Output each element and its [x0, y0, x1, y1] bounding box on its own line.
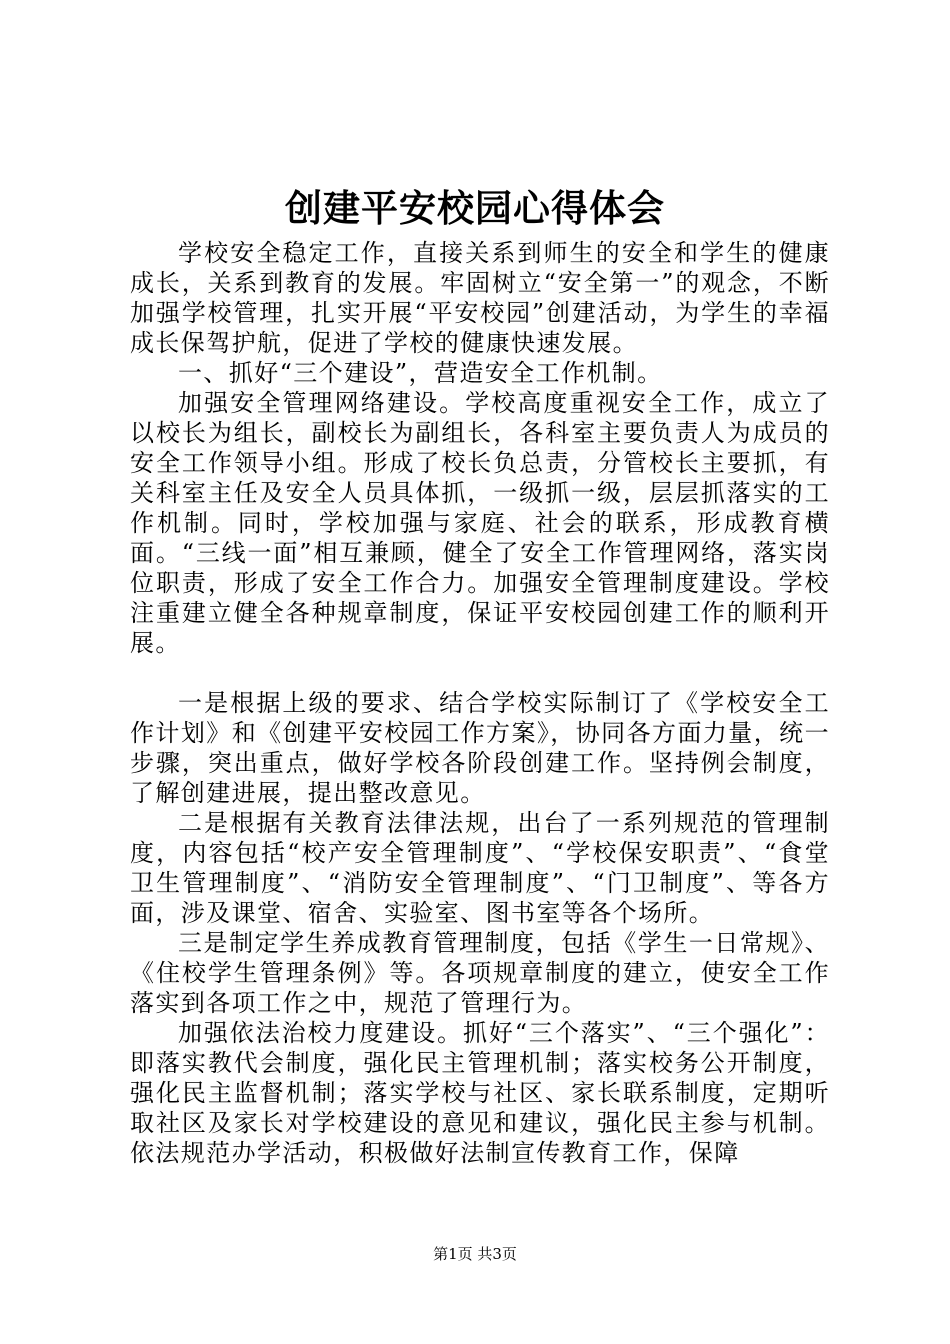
page-number-footer: 第1页 共3页	[433, 1245, 517, 1263]
paragraph-point-two: 二是根据有关教育法律法规，出台了一系列规范的管理制度，内容包括“校产安全管理制度”、“学校保安职责”、“食堂卫生管理制度”、“消防安全管理制度”、“门卫制度”、等各方面，涉及课堂、宿舍、实验室、图书室等各个场所。	[130, 809, 830, 927]
paragraph-rule-of-law: 加强依法治校力度建设。抓好“三个落实”、“三个强化”：即落实教代会制度，强化民主管理机制；落实校务公开制度，强化民主监督机制；落实学校与社区、家长联系制度，定期听取社区及家长对学校建设的意见和建议，强化民主参与机制。依法规范办学活动，积极做好法制宣传教育工作，保障	[130, 1019, 830, 1167]
section-heading-1: 一、抓好“三个建设”，营造安全工作机制。	[178, 359, 663, 387]
document-title: 创建平安校园心得体会	[285, 186, 665, 230]
paragraph-intro: 学校安全稳定工作，直接关系到师生的安全和学生的健康成长，关系到教育的发展。牢固树立“安全第一”的观念，不断加强学校管理，扎实开展“平安校园”创建活动，为学生的幸福成长保驾护航，促进了学校的健康快速发展。	[130, 239, 830, 357]
paragraph-point-three: 三是制定学生养成教育管理制度，包括《学生一日常规》、《住校学生管理条例》等。各项规章制度的建立，使安全工作落实到各项工作之中，规范了管理行为。	[130, 929, 830, 1017]
document-body	[130, 238, 830, 1168]
paragraph-network-building: 加强安全管理网络建设。学校高度重视安全工作，成立了以校长为组长，副校长为副组长，各科室主要负责人为成员的安全工作领导小组。形成了校长负总责，分管校长主要抓，有关科室主任及安全人员具体抓，一级抓一级，层层抓落实的工作机制。同时，学校加强与家庭、社会的联系，形成教育横面。“三线一面”相互兼顾，健全了安全工作管理网络，落实岗位职责，形成了安全工作合力。加强安全管理制度建设。学校注重建立健全各种规章制度，保证平安校园创建工作的顺利开展。	[130, 389, 830, 657]
paragraph-point-one: 一是根据上级的要求、结合学校实际制订了《学校安全工作计划》和《创建平安校园工作方案》，协同各方面力量，统一步骤，突出重点，做好学校各阶段创建工作。坚持例会制度，了解创建进展，提出整改意见。	[130, 689, 830, 807]
